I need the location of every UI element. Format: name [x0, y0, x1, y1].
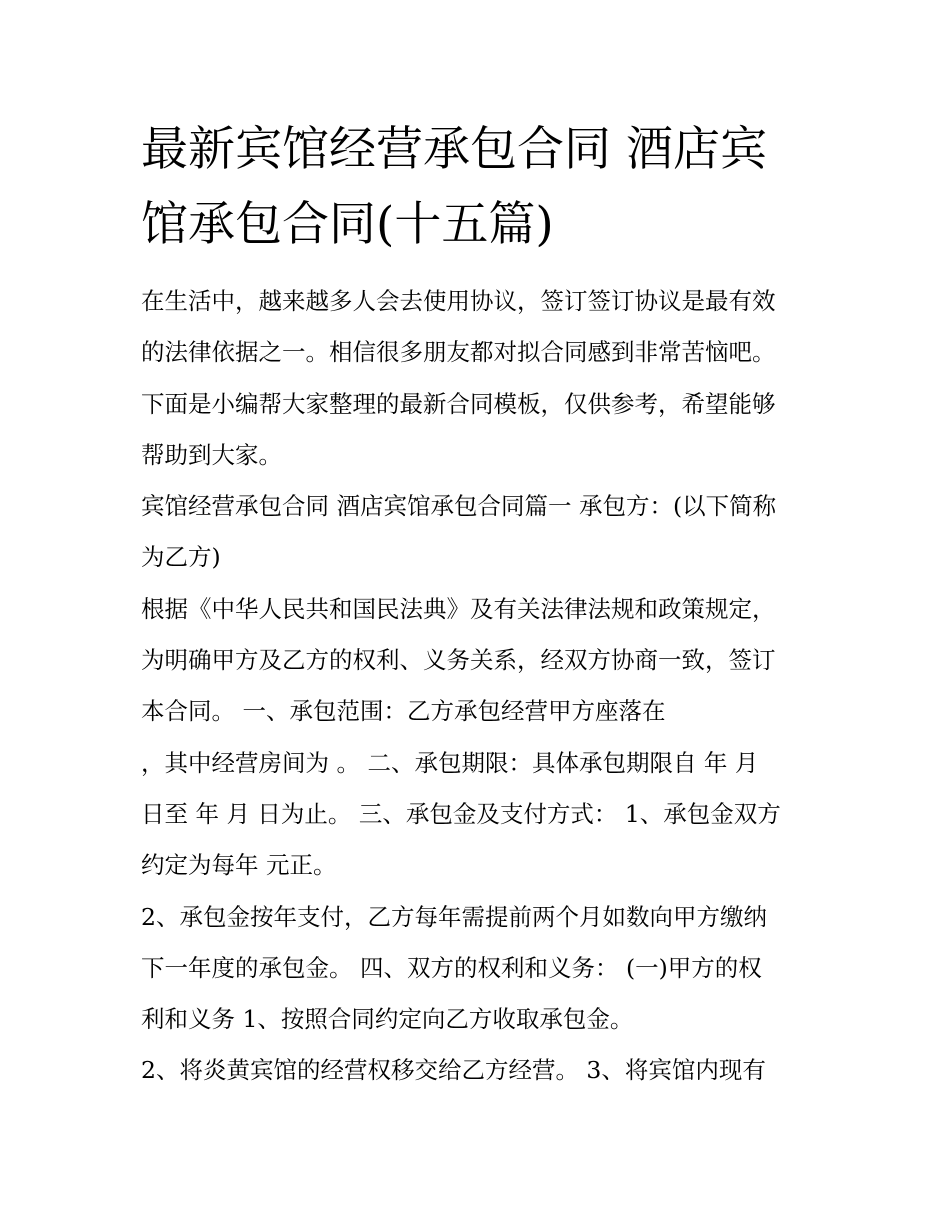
body-line: ，其中经营房间为 。 二、承包期限：具体承包期限自 年 月: [141, 748, 759, 777]
body-line: 根据《中华人民共和国民法典》及有关法律法规和政策规定，: [141, 594, 776, 623]
body-line: 约定为每年 元正。: [141, 851, 337, 880]
body-line: 2、将炎黄宾馆的经营权移交给乙方经营。 3、将宾馆内现有: [141, 1056, 766, 1085]
title-line: 最新宾馆经营承包合同 酒店宾: [141, 122, 767, 177]
body-line: 宾馆经营承包合同 酒店宾馆承包合同篇一 承包方：(以下简称: [141, 492, 777, 521]
title-line: 馆承包合同(十五篇): [141, 197, 554, 252]
body-line: 下一年度的承包金。 四、双方的权利和义务： (一)甲方的权: [141, 953, 762, 982]
body-line: 帮助到大家。: [141, 440, 282, 469]
body-line: 利和义务 1、按照合同约定向乙方收取承包金。: [141, 1005, 634, 1034]
body-line: 为乙方): [141, 543, 221, 572]
body-line: 本合同。 一、承包范围：乙方承包经营甲方座落在: [141, 697, 666, 726]
body-line: 的法律依据之一。相信很多朋友都对拟合同感到非常苦恼吧。: [141, 338, 776, 367]
body-line: 为明确甲方及乙方的权利、义务关系，经双方协商一致，签订: [141, 646, 776, 675]
document-body: [141, 276, 831, 1097]
body-line: 在生活中，越来越多人会去使用协议，签订签订协议是最有效: [141, 287, 776, 315]
document-title: [141, 112, 841, 262]
body-line: 下面是小编帮大家整理的最新合同模板，仅供参考，希望能够: [141, 389, 776, 418]
body-line: 日至 年 月 日为止。 三、承包金及支付方式： 1、承包金双方: [141, 799, 781, 828]
body-line: 2、承包金按年支付，乙方每年需提前两个月如数向甲方缴纳: [141, 902, 767, 931]
